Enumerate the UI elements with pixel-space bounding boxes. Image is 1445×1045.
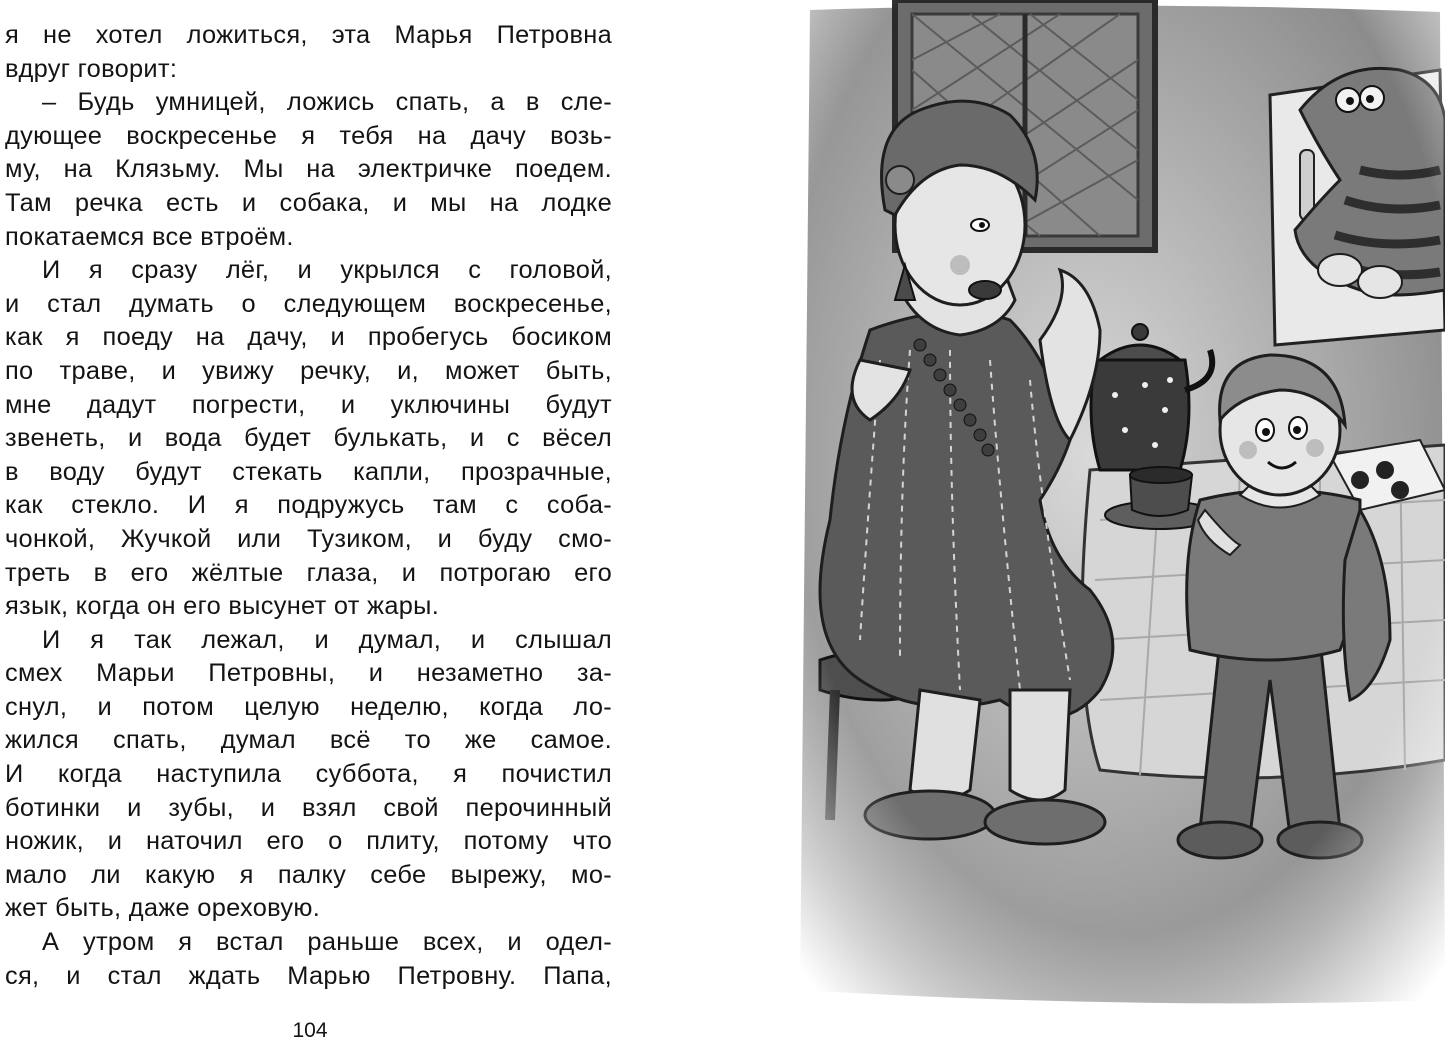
text-line: ся, и стал ждать Марью Петровну. Папа, [5,961,612,990]
text-line: вдруг говорит: [5,54,178,83]
text-line: треть в его жёлтые глаза, и потрогаю его [5,558,612,587]
text-line: ножик, и наточил его о плиту, потому что [5,827,612,856]
text-line: я не хотел ложиться, эта Марья Петровна [5,21,612,49]
text-page [0,0,660,1045]
text-line: звенеть, и вода будет булькать, и с вёсел [5,424,612,453]
text-line: му, на Клязьму. Мы на электричке поедем. [5,155,612,184]
paragraph [5,926,612,993]
text-line: И я сразу лёг, и укрылся с головой, [42,256,612,285]
text-line: Там речка есть и собака, и мы на лодке [5,188,612,217]
text-line: ботинки и зубы, и взял свой перочинный [5,793,612,822]
text-line: И когда наступила суббота, я почистил [5,760,612,789]
text-line: язык, когда он его высунет от жары. [5,592,440,621]
text-line: и стал думать о следующем воскресенье, [5,289,612,318]
paragraph [5,254,612,624]
text-line: покатаемся все втроём. [5,222,294,251]
text-line: А утром я встал раньше всех, и одел- [42,928,612,957]
text-line: чонкой, Жучкой или Тузиком, и буду смо- [5,524,612,553]
text-line: смех Марьи Петровны, и незаметно за- [5,659,612,688]
text-line: в воду будут стекать капли, прозрачные, [5,457,612,486]
text-line: И я так лежал, и думал, и слышал [42,625,612,654]
illustration [800,0,1445,1010]
paragraph [5,86,612,254]
paragraph [5,19,612,86]
text-line: мало ли какую я палку себе вырежу, мо- [5,860,612,889]
text-line: – Будь умницей, ложись спать, а в сле- [42,88,612,117]
text-line: жился спать, думал всё то же самое. [5,726,612,755]
text-column [5,19,612,993]
illustration-drawing [800,0,1445,1010]
text-line: мне дадут погрести, и уключины будут [5,390,612,419]
text-line: по траве, и увижу речку, и, может быть, [5,356,612,385]
text-line: жет быть, даже ореховую. [5,894,321,923]
text-line: дующее воскресенье я тебя на дачу возь- [5,121,612,150]
paragraph [5,624,612,926]
text-line: снул, и потом целую неделю, когда ло- [5,692,612,721]
text-line: как стекло. И я подружусь там с соба- [5,491,612,520]
text-line: как я поеду на дачу, и пробегусь босиком [5,323,612,352]
page-number: 104 [292,1019,328,1042]
